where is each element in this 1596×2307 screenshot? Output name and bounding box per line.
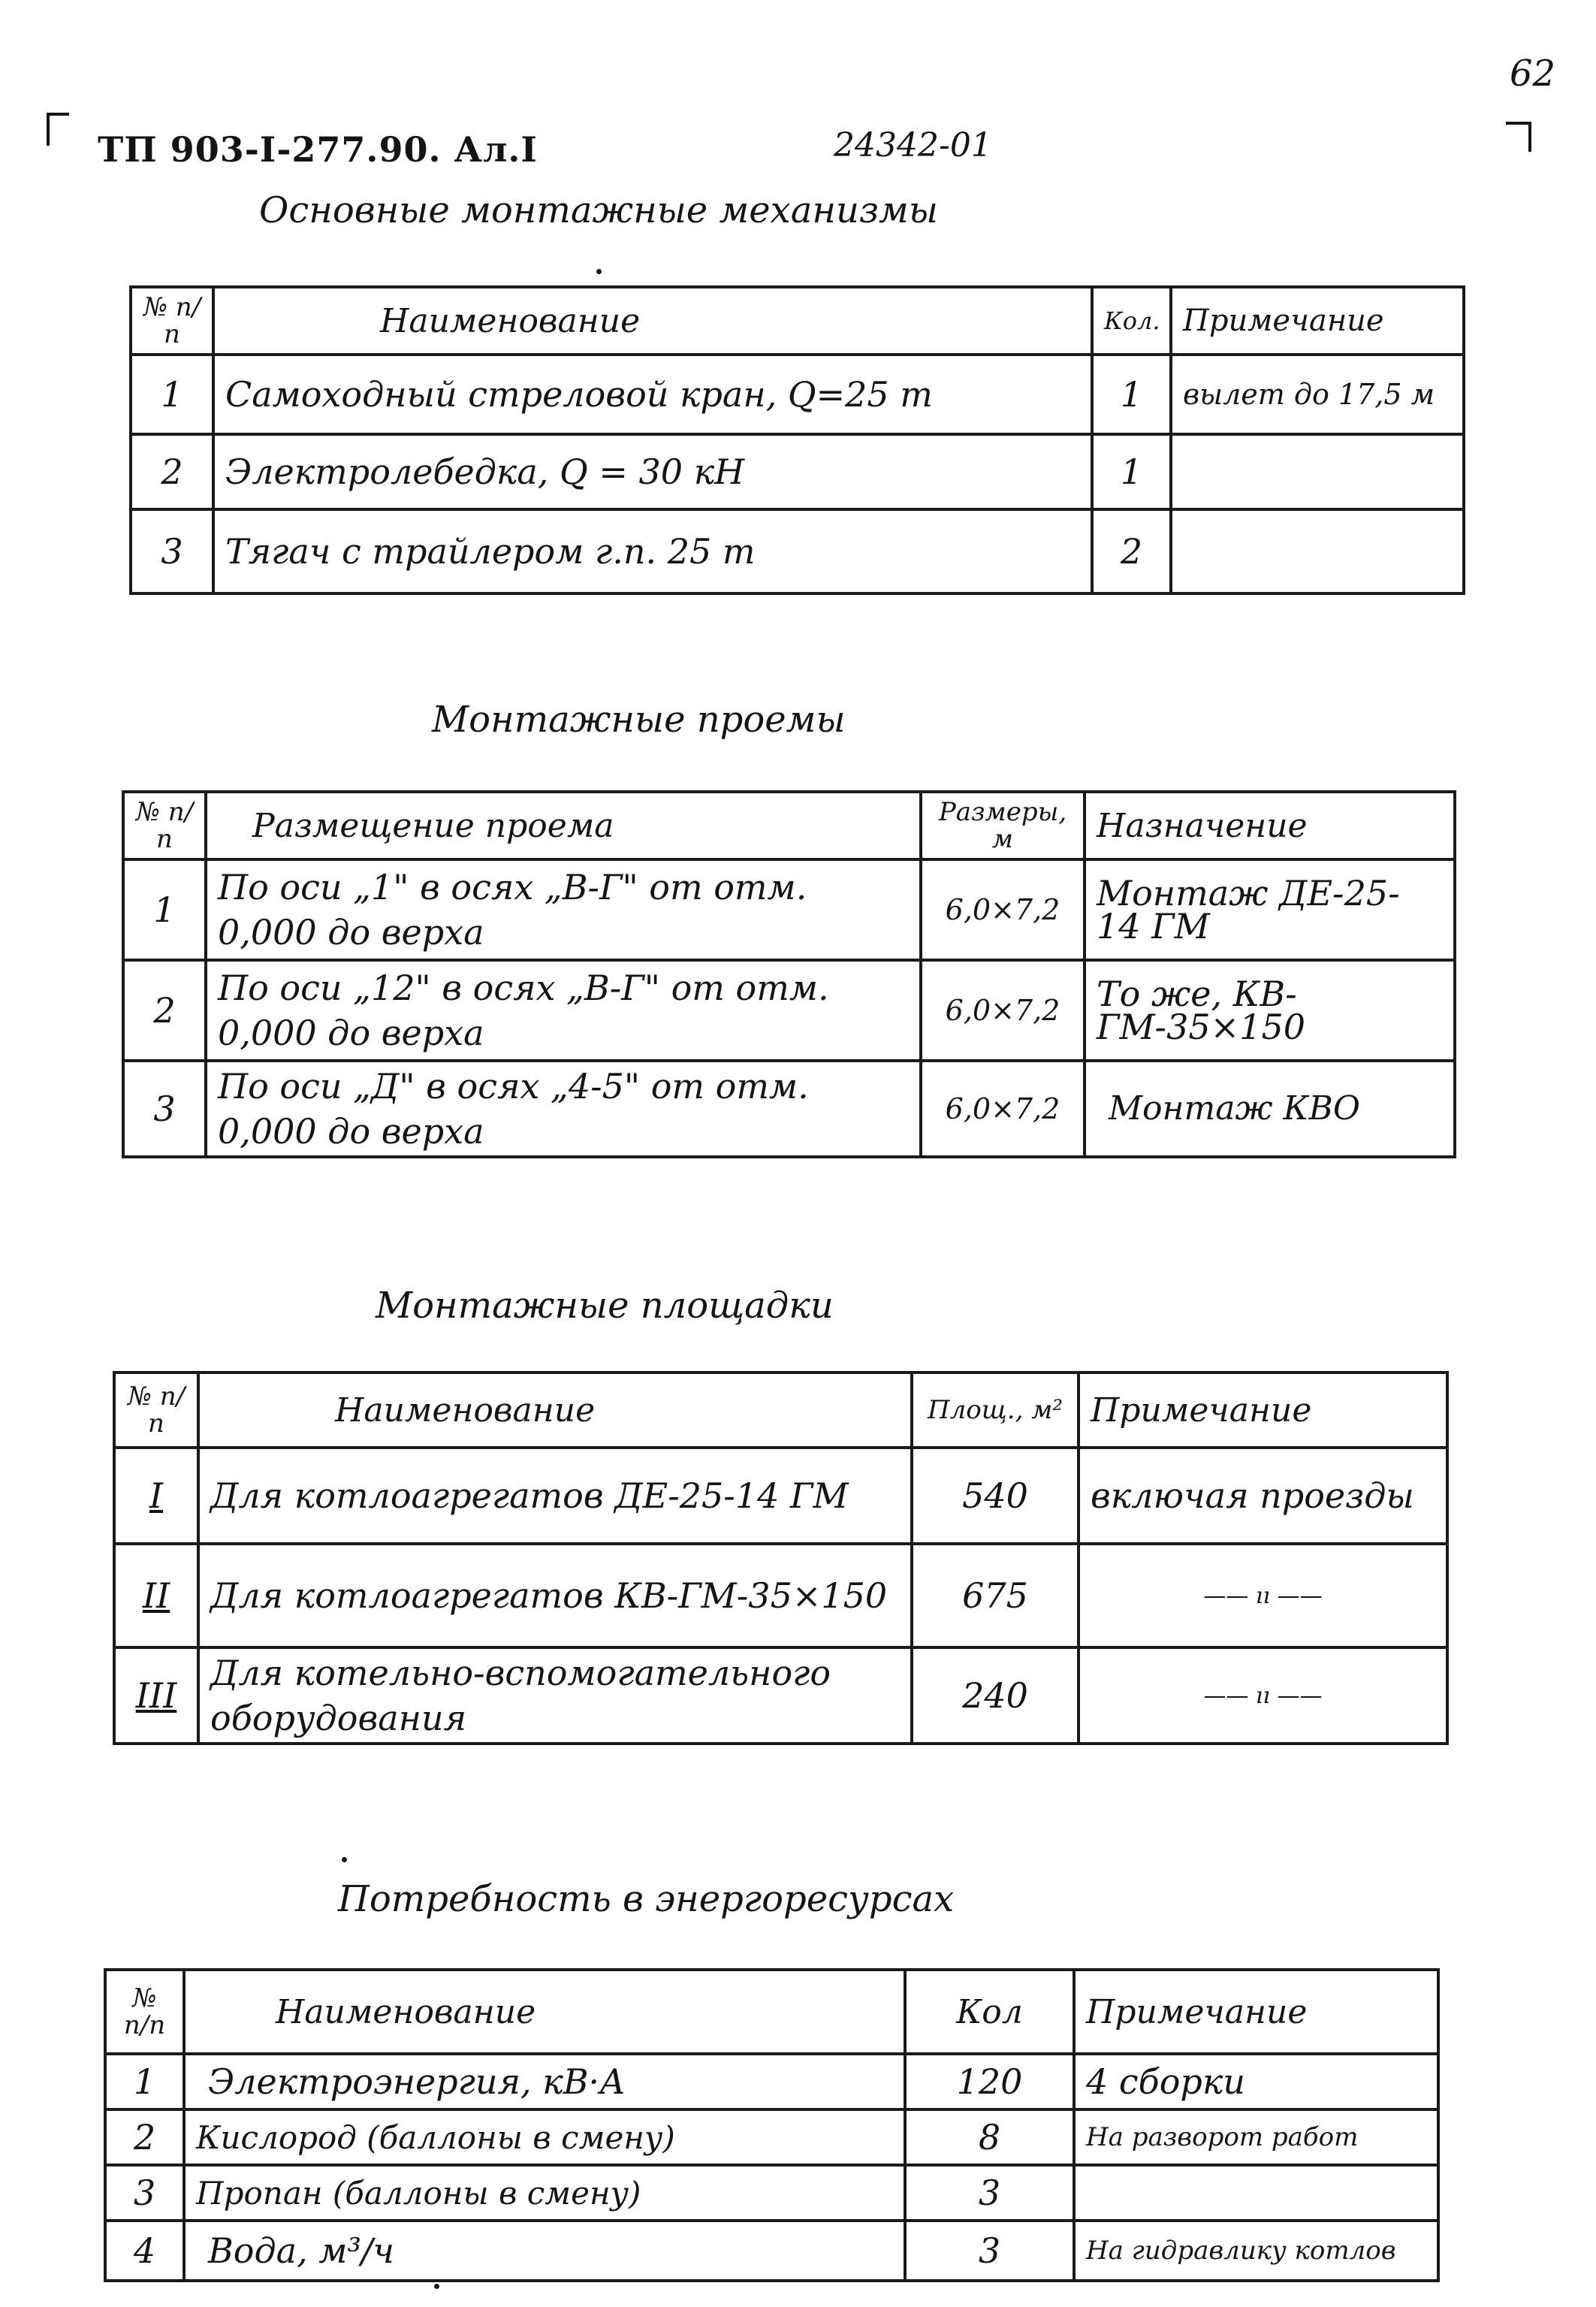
document-number: 24342-01: [834, 126, 992, 165]
cell-name: Самоходный стреловой кран, Q=25 т: [213, 355, 1092, 434]
header-name: Наименование: [184, 1970, 905, 2054]
cell-number: I: [114, 1448, 198, 1544]
cell-name: Вода, м³/ч: [184, 2221, 905, 2281]
cell-name: Для котлоагрегатов КВ-ГМ-35×150: [198, 1544, 912, 1647]
table-sites: [113, 1371, 1449, 1745]
cell-area: 240: [912, 1647, 1079, 1744]
cell-number: 1: [105, 2054, 184, 2109]
ink-dot: [596, 269, 602, 274]
cell-number: 1: [123, 859, 206, 960]
cell-name: Для котлоагрегатов ДЕ-25-14 ГМ: [198, 1448, 912, 1544]
document-code: ТП 903-I-277.90. Ал.I: [98, 129, 538, 170]
cell-note: [1074, 2165, 1438, 2221]
header-count: Кол: [905, 1970, 1074, 2054]
cell-number: II: [114, 1544, 198, 1647]
ink-dot: [342, 1857, 347, 1862]
cell-count: 3: [905, 2221, 1074, 2281]
header-purpose: Назначение: [1085, 792, 1455, 859]
cell-placement: По оси „Д" в осях „4-5" от отм. 0,000 до верха: [206, 1061, 921, 1157]
header-number: № п/п: [123, 792, 206, 859]
cell-number: 2: [131, 434, 213, 509]
table-row: [123, 859, 1455, 960]
ink-dot: [434, 2284, 439, 2289]
cell-note: вылет до 17,5 м: [1171, 355, 1464, 434]
header-number: № п/п: [114, 1372, 198, 1448]
cell-area: 540: [912, 1448, 1079, 1544]
cell-note: 4 сборки: [1074, 2054, 1438, 2109]
cell-placement: По оси „12" в осях „В-Г" от отм. 0,000 до верха: [206, 960, 921, 1061]
header-note: Примечание: [1171, 287, 1464, 355]
header-number: № п/п: [131, 287, 213, 355]
cell-count: 1: [1092, 355, 1171, 434]
table-header-row: [114, 1372, 1447, 1448]
table-row: [114, 1647, 1447, 1744]
table-row: [105, 2221, 1438, 2281]
cell-placement: По оси „1" в осях „В-Г" от отм. 0,000 до верха: [206, 859, 921, 960]
table-row: [105, 2165, 1438, 2221]
header-placement: Размещение проема: [206, 792, 921, 859]
cell-number: 3: [131, 509, 213, 593]
cell-count: 120: [905, 2054, 1074, 2109]
table-row: [105, 2054, 1438, 2109]
cell-size: 6,0×7,2: [921, 859, 1085, 960]
cell-purpose: То же, КВ-ГМ-35×150: [1085, 960, 1455, 1061]
corner-mark-left: [47, 113, 69, 146]
table-row: [114, 1544, 1447, 1647]
cell-name: Электролебедка, Q = 30 кН: [213, 434, 1092, 509]
cell-number: 1: [131, 355, 213, 434]
cell-note: [1171, 509, 1464, 593]
cell-count: 2: [1092, 509, 1171, 593]
cell-note: На разворот работ: [1074, 2109, 1438, 2165]
table-header-row: [131, 287, 1464, 355]
header-area: Площ., м²: [912, 1372, 1079, 1448]
table-row: [131, 509, 1464, 593]
table-row: [123, 1061, 1455, 1157]
header-note: Примечание: [1079, 1372, 1447, 1448]
cell-count: 3: [905, 2165, 1074, 2221]
header-count: Кол.: [1092, 287, 1171, 355]
table-row: [105, 2109, 1438, 2165]
cell-number: 3: [105, 2165, 184, 2221]
header-name: Наименование: [213, 287, 1092, 355]
table-row: [123, 960, 1455, 1061]
header-size: Размеры, м: [921, 792, 1085, 859]
table-row: [131, 355, 1464, 434]
cell-area: 675: [912, 1544, 1079, 1647]
header-name: Наименование: [198, 1372, 912, 1448]
header-number: № п/п: [105, 1970, 184, 2054]
cell-count: 1: [1092, 434, 1171, 509]
corner-mark-right: [1506, 122, 1531, 152]
cell-size: 6,0×7,2: [921, 960, 1085, 1061]
cell-number: 4: [105, 2221, 184, 2281]
section-title-sites: Монтажные площадки: [376, 1285, 834, 1327]
cell-purpose: Монтаж ДЕ-25-14 ГМ: [1085, 859, 1455, 960]
cell-count: 8: [905, 2109, 1074, 2165]
table-openings: [122, 790, 1456, 1158]
table-header-row: [123, 792, 1455, 859]
cell-note: [1171, 434, 1464, 509]
cell-name: Для котельно-вспомогательного оборудования: [198, 1647, 912, 1744]
cell-name: Электроэнергия, кВ·А: [184, 2054, 905, 2109]
table-energy: [104, 1968, 1440, 2282]
cell-note: —— ıı ——: [1079, 1544, 1447, 1647]
cell-size: 6,0×7,2: [921, 1061, 1085, 1157]
cell-number: 2: [105, 2109, 184, 2165]
cell-note: —— ıı ——: [1079, 1647, 1447, 1744]
section-title-energy: Потребность в энергоресурсах: [338, 1878, 955, 1920]
cell-name: Тягач с трайлером г.п. 25 т: [213, 509, 1092, 593]
section-title-openings: Монтажные проемы: [432, 699, 846, 741]
cell-note: На гидравлику котлов: [1074, 2221, 1438, 2281]
section-title-mechanisms: Основные монтажные механизмы: [259, 189, 938, 231]
page-number: 62: [1510, 53, 1556, 95]
header-note: Примечание: [1074, 1970, 1438, 2054]
cell-name: Кислород (баллоны в смену): [184, 2109, 905, 2165]
table-mechanisms: [129, 285, 1465, 595]
cell-number: 2: [123, 960, 206, 1061]
table-row: [131, 434, 1464, 509]
cell-number: III: [114, 1647, 198, 1744]
table-row: [114, 1448, 1447, 1544]
cell-name: Пропан (баллоны в смену): [184, 2165, 905, 2221]
cell-purpose: Монтаж КВО: [1085, 1061, 1455, 1157]
cell-number: 3: [123, 1061, 206, 1157]
table-header-row: [105, 1970, 1438, 2054]
cell-note: включая проезды: [1079, 1448, 1447, 1544]
